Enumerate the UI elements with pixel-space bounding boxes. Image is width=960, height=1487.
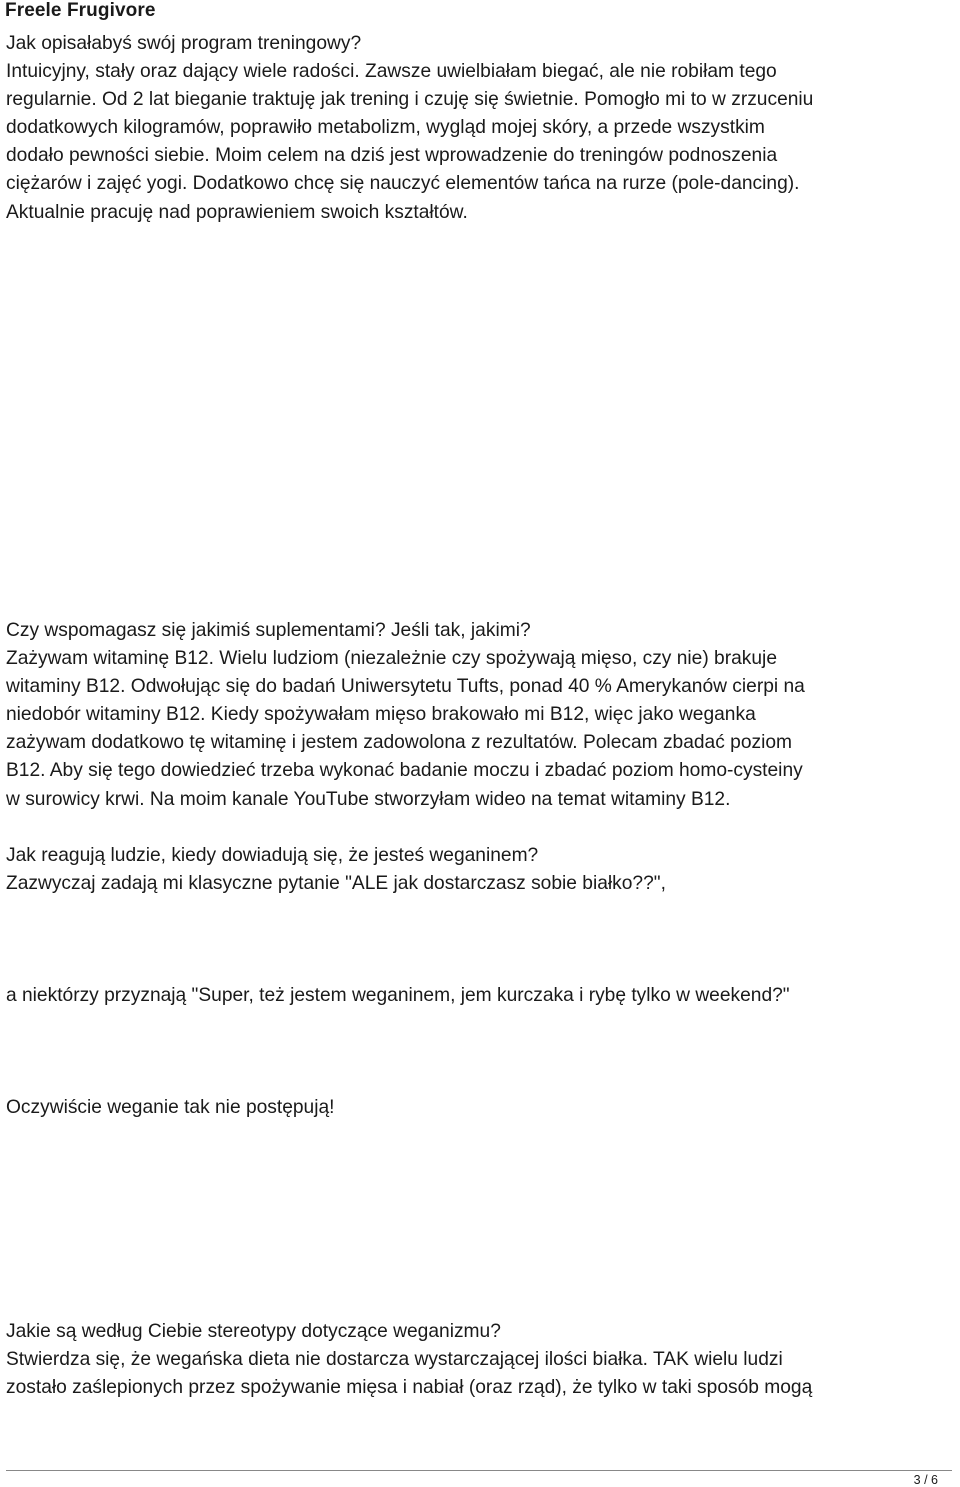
section-stereotypes — [6, 1318, 812, 1402]
answer-line: witaminy B12. Odwołując się do badań Uniwersytetu Tufts, ponad 40 % Amerykanów cierpi na — [6, 676, 805, 698]
question-stereotypes: Jakie są według Ciebie stereotypy dotyczące weganizmu? — [6, 1321, 501, 1342]
section-reactions — [6, 842, 666, 898]
document-title: Freele Frugivore — [5, 0, 156, 21]
answer-line: Zażywam witaminę B12. Wielu ludziom (niezależnie czy spożywają mięso, czy nie) brakuje — [6, 648, 777, 670]
answer-line: ciężarów i zajęć yogi. Dodatkowo chcę się nauczyć elementów tańca na rurze (pole-dancing). — [6, 173, 800, 195]
footer-divider — [6, 1470, 952, 1471]
reactions-closing: Oczywiście weganie tak nie postępują! — [6, 1097, 335, 1118]
question-training-program: Jak opisałabyś swój program treningowy? — [6, 33, 362, 54]
answer-line: regularnie. Od 2 lat bieganie traktuję jak trening i czuję się świetnie. Pomogło mi to w zrzuceniu — [6, 89, 814, 111]
answer-line: Aktualnie pracuję nad poprawieniem swoich kształtów. — [6, 201, 468, 223]
question-reactions: Jak reagują ludzie, kiedy dowiadują się, że jesteś weganinem? — [6, 845, 539, 866]
answer-line: w surowicy krwi. Na moim kanale YouTube stworzyłam wideo na temat witaminy B12. — [6, 788, 731, 810]
answer-line: Stwierdza się, że wegańska dieta nie dostarcza wystarczającej ilości białka. TAK wielu ludzi — [6, 1349, 783, 1371]
reactions-followup: a niektórzy przyznają "Super, też jestem weganinem, jem kurczaka i rybę tylko w weekend?" — [6, 985, 790, 1006]
answer-line: Intuicyjny, stały oraz dający wiele radości. Zawsze uwielbiałam biegać, ale nie robiłam tego — [6, 61, 777, 83]
answer-line: dodatkowych kilogramów, poprawiło metabolizm, wygląd mojej skóry, a przede wszystkim — [6, 117, 765, 139]
answer-line: dodało pewności siebie. Moim celem na dziś jest wprowadzenie do treningów podnoszenia — [6, 145, 778, 167]
question-supplements: Czy wspomagasz się jakimiś suplementami? Jeśli tak, jakimi? — [6, 620, 531, 641]
section-training-program — [6, 30, 813, 227]
answer-line: B12. Aby się tego dowiedzieć trzeba wykonać badanie moczu i zbadać poziom homo-cysteiny — [6, 760, 803, 782]
answer-line: niedobór witaminy B12. Kiedy spożywałam mięso brakowało mi B12, więc jako weganka — [6, 704, 756, 726]
answer-line: Zazwyczaj zadają mi klasyczne pytanie "ALE jak dostarczasz sobie białko??", — [6, 873, 666, 895]
answer-line: zażywam dodatkowo tę witaminę i jestem zadowolona z rezultatów. Polecam zbadać poziom — [6, 732, 793, 754]
answer-line: zostało zaślepionych przez spożywanie mięsa i nabiał (oraz rząd), że tylko w taki sposób mogą — [6, 1377, 813, 1399]
section-supplements — [6, 617, 805, 814]
page-number: 3 / 6 — [913, 1473, 938, 1487]
